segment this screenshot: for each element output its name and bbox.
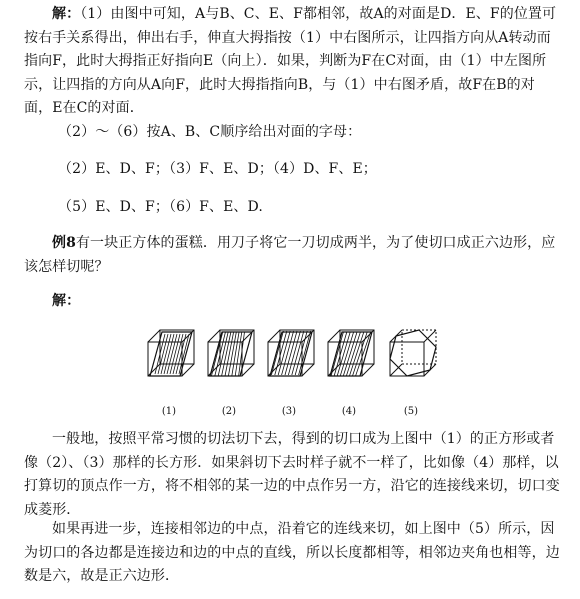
answer-line-1: （2）E、D、F；（3）F、E、D；（4）D、F、E；: [58, 161, 377, 177]
figure-label-2: (2): [221, 406, 237, 417]
example-label: 例8: [52, 235, 76, 251]
answer-intro: （2）～（6）按A、B、C顺序给出对面的字母：: [58, 124, 362, 140]
example-text: 有一块正方体的蛋糕．用刀子将它一刀切成两半，为了使切口成正六边形，应该怎样切呢？: [24, 235, 556, 275]
figure-label-5: (5): [403, 406, 419, 417]
cube-cuts-figure: [140, 322, 460, 422]
cube-3: [268, 330, 314, 376]
cube-4: [328, 330, 374, 376]
solution-paragraph-1: [24, 3, 562, 121]
figure-label-1: (1): [161, 406, 177, 417]
figure-label-3: (3): [281, 406, 297, 417]
cube-2: [208, 330, 254, 376]
answer-line-2: （5）E、D、F；（6）F、E、D.: [58, 199, 263, 215]
cube-1: [148, 330, 194, 376]
explanation-paragraph-2: 如果再进一步，连接相邻边的中点，沿着它的连线来切，如上图中（5）所示，因为切口的各边都是连接边和边的中点的直线，所以长度都相等，相邻边夹角也相等，边数是六，故是正六边形．: [24, 521, 560, 584]
cube-cuts-svg: [140, 322, 460, 422]
solution-label-2: 解：: [52, 293, 81, 309]
figure-label-4: (4): [341, 406, 357, 417]
example-8-question: [24, 232, 562, 279]
explanation-paragraph-1: 一般地，按照平常习惯的切法切下去，得到的切口成为上图中（1）的正方形或者像（2）、（3）那样的长方形．如果斜切下去时样子就不一样了，比如像（4）那样，以打算切的顶点作一方，将不相邻的某一边的中点作另一方，沿它的连接线来切，切口变成菱形．: [24, 431, 560, 518]
cube-5: [390, 330, 436, 376]
solution-label: 解：: [52, 6, 81, 22]
solution-text: （1）由图中可知，A与B、C、E、F都相邻，故A的对面是D．E、F的位置可按右手关系得出，伸出右手，伸直大拇指按（1）中右图所示，让四指方向从A转动而指向F，此时大拇指正好指向E（向上）．如果，判断为F在C对面，由（1）中左图所示，让四指的方向从A向F，此时大拇指指向B，与（1）中右图矛盾，故F在B的对面，E在C的对面．: [24, 6, 557, 116]
